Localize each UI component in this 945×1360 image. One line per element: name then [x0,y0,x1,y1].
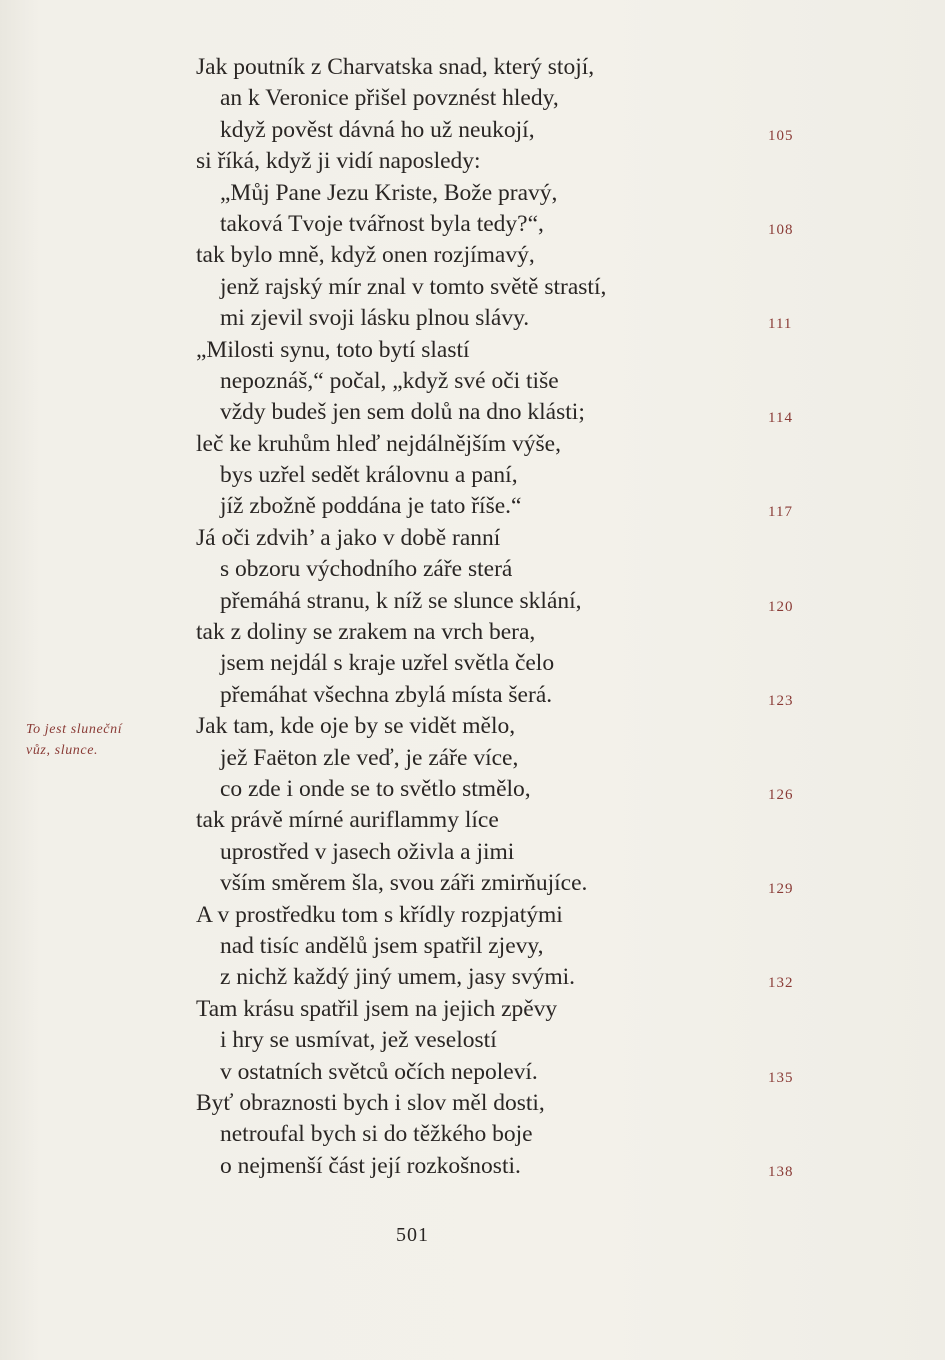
verse-line-text: co zde i onde se to světlo stmělo, [220,775,531,802]
verse-line-text: A v prostředku tom s křídly rozpjatými [196,901,563,928]
verse-line-text: tak bylo mně, když onen rozjímavý, [196,242,535,269]
verse-line-text: jenž rajský mír znal v tomto světě strastí, [220,273,607,300]
line-number: 123 [768,692,794,709]
gloss-line-1: To jest sluneční [26,722,123,737]
verse-line-text: an k Veronice přišel povznést hledy, [220,85,559,112]
verse-line [0,272,945,303]
verse-line [0,366,945,397]
verse-line-text: i hry se usmívat, jež veselostí [220,1027,497,1054]
verse-line-text: „Milosti synu, toto bytí slastí [196,336,470,363]
verse-line-text: taková Tvoje tvářnost byla tedy?“, [220,210,544,237]
verse-line-text: „Můj Pane Jezu Kriste, Bože pravý, [220,179,558,206]
verse-line [0,868,945,899]
line-number: 108 [768,221,794,238]
verse-line-text: Tam krásu spatřil jsem na jejich zpěvy [196,995,558,1022]
verse-line-text: jíž zbožně poddána je tato říše.“ [220,493,522,520]
line-number: 114 [768,410,793,427]
line-number: 120 [768,598,794,615]
verse-line-text: jsem nejdál s kraje uzřel světla čelo [220,650,555,677]
verse-line [0,240,945,271]
verse-line [0,397,945,428]
verse-line-text: Jak tam, kde oje by se vidět mělo, [196,713,516,740]
verse-line-text: Já oči zdvih’ a jako v době ranní [196,524,501,551]
gloss-line-2: vůz, slunce. [26,743,99,758]
line-number: 132 [768,975,794,992]
line-number: 135 [768,1069,794,1086]
verse-line [0,586,945,617]
verse-line [0,837,945,868]
verse-line-text: tak z doliny se zrakem na vrch bera, [196,619,536,646]
verse-line-text: Jak poutník z Charvatska snad, který stojí, [196,54,595,80]
verse-line [0,52,945,83]
verse-line [0,617,945,648]
verse-line [0,962,945,993]
verse-line-text: o nejmenší část její rozkošnosti. [220,1152,521,1179]
verse-line [0,805,945,836]
verse-line [0,303,945,334]
verse-line-text: leč ke kruhům hleď nejdálnějším výše, [196,430,561,457]
verse-line [0,1057,945,1088]
line-number: 111 [768,316,793,333]
line-number: 126 [768,786,794,803]
verse-line-text: bys uzřel sedět královnu a paní, [220,462,518,489]
verse-line [0,209,945,240]
line-number: 117 [768,504,793,521]
verse-line-text: s obzoru východního záře sterá [220,556,513,583]
verse-line [0,1088,945,1119]
verse-line-text: z nichž každý jiný umem, jasy svými. [220,964,576,991]
verse-line [0,83,945,114]
verse-line-text: vždy budeš jen sem dolů na dno klásti; [220,399,585,426]
verse-line [0,491,945,522]
verse-line [0,429,945,460]
verse-line-text: nad tisíc andělů jsem spatřil zjevy, [220,932,544,959]
margin-gloss [26,719,186,761]
verse-line-text: Byť obraznosti bych i slov měl dosti, [196,1089,545,1116]
verse-line [0,115,945,146]
verse-line [0,146,945,177]
verse-line [0,460,945,491]
verse-line-text: v ostatních světců očích nepoleví. [220,1058,538,1085]
verse-line [0,523,945,554]
line-number: 105 [768,127,794,144]
verse-line [0,648,945,679]
page-number: 501 [396,1224,429,1246]
verse-line-text: když pověst dávná ho už neukojí, [220,116,535,143]
line-number: 129 [768,881,794,898]
verse-line [0,335,945,366]
verse-line [0,680,945,711]
verse-line [0,900,945,931]
verse-line-text: vším směrem šla, svou záři zmirňujíce. [220,870,588,897]
verse-line [0,1119,945,1150]
verse-line-text: přemáhat všechna zbylá místa šerá. [220,681,553,708]
verse-line-text: přemáhá stranu, k níž se slunce sklání, [220,587,582,614]
verse-line-text: jež Faëton zle veď, je záře více, [220,744,519,771]
verse-line [0,178,945,209]
verse-line [0,994,945,1025]
poem-text [0,52,945,1182]
verse-line [0,554,945,585]
verse-line-text: nepoznáš,“ počal, „když své oči tiše [220,367,559,394]
verse-line-text: si říká, když ji vidí naposledy: [196,148,481,175]
verse-line [0,1025,945,1056]
verse-line-text: tak právě mírné auriflammy líce [196,807,499,834]
verse-line-text: uprostřed v jasech oživla a jimi [220,838,515,865]
verse-line-text: mi zjevil svoji lásku plnou slávy. [220,305,530,332]
verse-line [0,1151,945,1182]
line-number: 138 [768,1163,794,1180]
verse-line [0,774,945,805]
verse-line-text: netroufal bych si do těžkého boje [220,1121,533,1148]
verse-line [0,931,945,962]
